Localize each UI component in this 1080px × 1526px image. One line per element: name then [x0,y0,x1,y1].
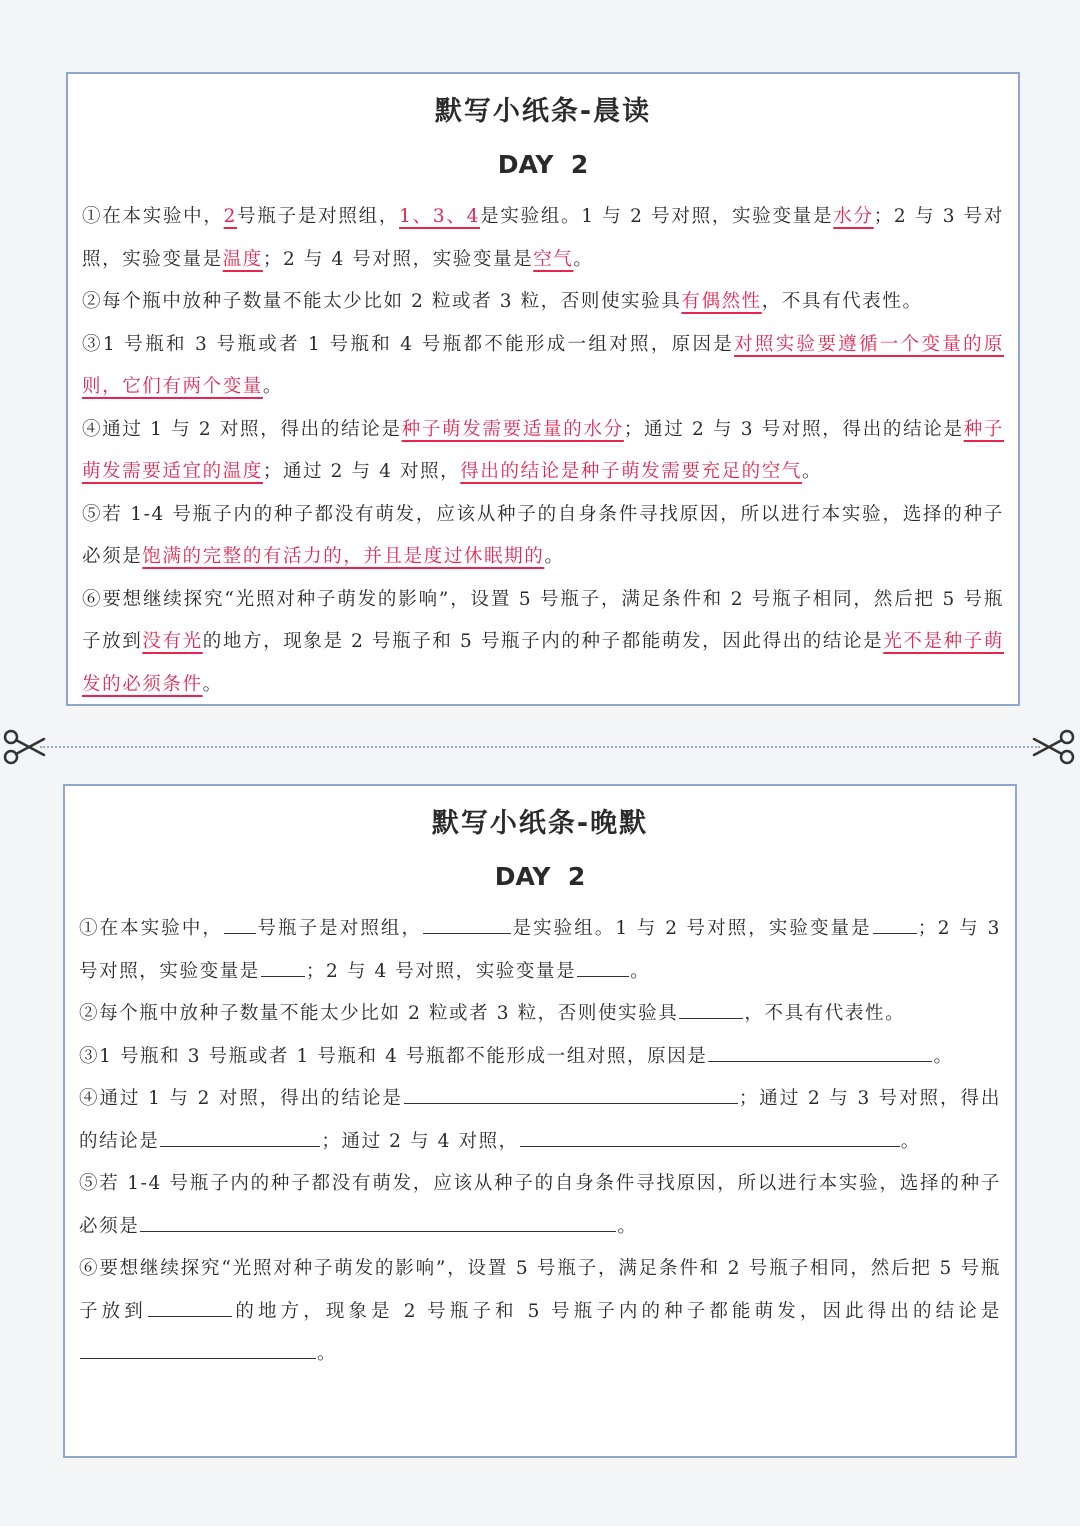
answer-blank[interactable] [148,1298,232,1317]
answer: 没有光 [142,631,203,652]
answer-blank[interactable] [708,1043,932,1062]
scissors-icon [2,728,46,766]
answer-blank[interactable] [160,1128,320,1147]
evening-item-1: ①在本实验中， 号瓶子是对照组， 是实验组。1 与 2 号对照，实验变量是 ；2 与 3 号对照，实验变量是 ；2 与 4 号对照，实验变量是 。 [79,908,1001,993]
answer: 得出的结论是种子萌发需要充足的空气 [460,461,802,482]
morning-item-2: ②每个瓶中放种子数量不能太少比如 2 粒或者 3 粒，否则使实验具有偶然性，不具有代表性。 [82,291,923,312]
evening-item-3: ③1 号瓶和 3 号瓶或者 1 号瓶和 4 号瓶都不能形成一组对照，原因是 。 [79,1036,1001,1079]
evening-title: 默写小纸条-晚默 [431,808,649,839]
answer: 种子萌发需要适量的水分 [401,418,624,440]
evening-item-4: ④通过 1 与 2 对照，得出的结论是 ；通过 2 与 3 号对照，得出的结论是 ；通过 2 与 4 对照， 。 [79,1078,1001,1163]
cut-line [40,746,1040,748]
answer: 对照实验要遵循一个变量的原则，它们有两个变量 [82,333,1004,397]
morning-title: 默写小纸条-晨读 [434,96,652,127]
answer-blank[interactable] [873,915,917,934]
morning-item-3: ③1 号瓶和 3 号瓶或者 1 号瓶和 4 号瓶都不能形成一组对照，原因是对照实验要遵循一个变量的原则，它们有两个变量。 [82,333,1004,397]
evening-item-2: ②每个瓶中放种子数量不能太少比如 2 粒或者 3 粒，否则使实验具 ，不具有代表性。 [79,993,1001,1036]
answer: 温度 [222,248,263,270]
answer: 2 [223,206,238,227]
answer: 光不是种子萌发的必须条件 [82,631,1004,695]
morning-item-5: ⑤若 1-4 号瓶子内的种子都没有萌发，应该从种子的自身条件寻找原因，所以进行本实验，选择的种子必须是饱满的完整的有活力的，并且是度过休眠期的。 [82,503,1004,567]
morning-item-6: ⑥要想继续探究“光照对种子萌发的影响”，设置 5 号瓶子，满足条件和 2 号瓶子相同，然后把 5 号瓶子放到没有光的地方，现象是 2 号瓶子和 5 号瓶子内的种子都能萌发，因此得出的结论是光不是种子萌发的必须条件。 [82,588,1004,695]
evening-item-6: ⑥要想继续探究“光照对种子萌发的影响”，设置 5 号瓶子，满足条件和 2 号瓶子相同，然后把 5 号瓶子放到 的地方，现象是 2 号瓶子和 5 号瓶子内的种子都能萌发，因此得出的结论是。 [79,1258,1001,1364]
answer: 种子萌发需要适宜的温度 [82,418,1004,482]
answer-blank[interactable] [423,915,511,934]
answer-blank[interactable] [224,915,256,934]
answer-blank[interactable] [520,1128,900,1147]
evening-content [79,908,1001,1376]
evening-item-5: ⑤若 1-4 号瓶子内的种子都没有萌发，应该从种子的自身条件寻找原因，所以进行本实验，选择的种子必须是 。 [79,1173,1001,1237]
morning-day: DAY 2 [497,150,589,179]
scissors-icon [1032,728,1076,766]
answer-blank[interactable] [261,958,305,977]
morning-content [82,196,1004,706]
answer: 空气 [533,248,574,270]
answer: 水分 [833,206,874,227]
answer-blank[interactable] [140,1213,616,1232]
answer-blank[interactable] [80,1340,316,1359]
evening-day: DAY 2 [494,862,586,891]
answer: 饱满的完整的有活力的，并且是度过休眠期的 [142,546,545,567]
answer-blank[interactable] [679,1000,743,1019]
morning-item-1: ①在本实验中，2号瓶子是对照组，1、3、4是实验组。1 与 2 号对照，实验变量是水分；2 与 3 号对照，实验变量是温度；2 与 4 号对照，实验变量是空气。 [82,206,1005,270]
evening-card [63,784,1017,1458]
morning-item-4: ④通过 1 与 2 对照，得出的结论是种子萌发需要适量的水分；通过 2 与 3 号对照，得出的结论是种子萌发需要适宜的温度；通过 2 与 4 对照，得出的结论是种子萌发需要充足的空气。 [82,418,1004,482]
answer-blank[interactable] [577,958,629,977]
answer: 有偶然性 [681,291,762,312]
answer: 1、3、4 [399,206,480,227]
morning-card [66,72,1020,706]
answer-blank[interactable] [404,1085,738,1104]
